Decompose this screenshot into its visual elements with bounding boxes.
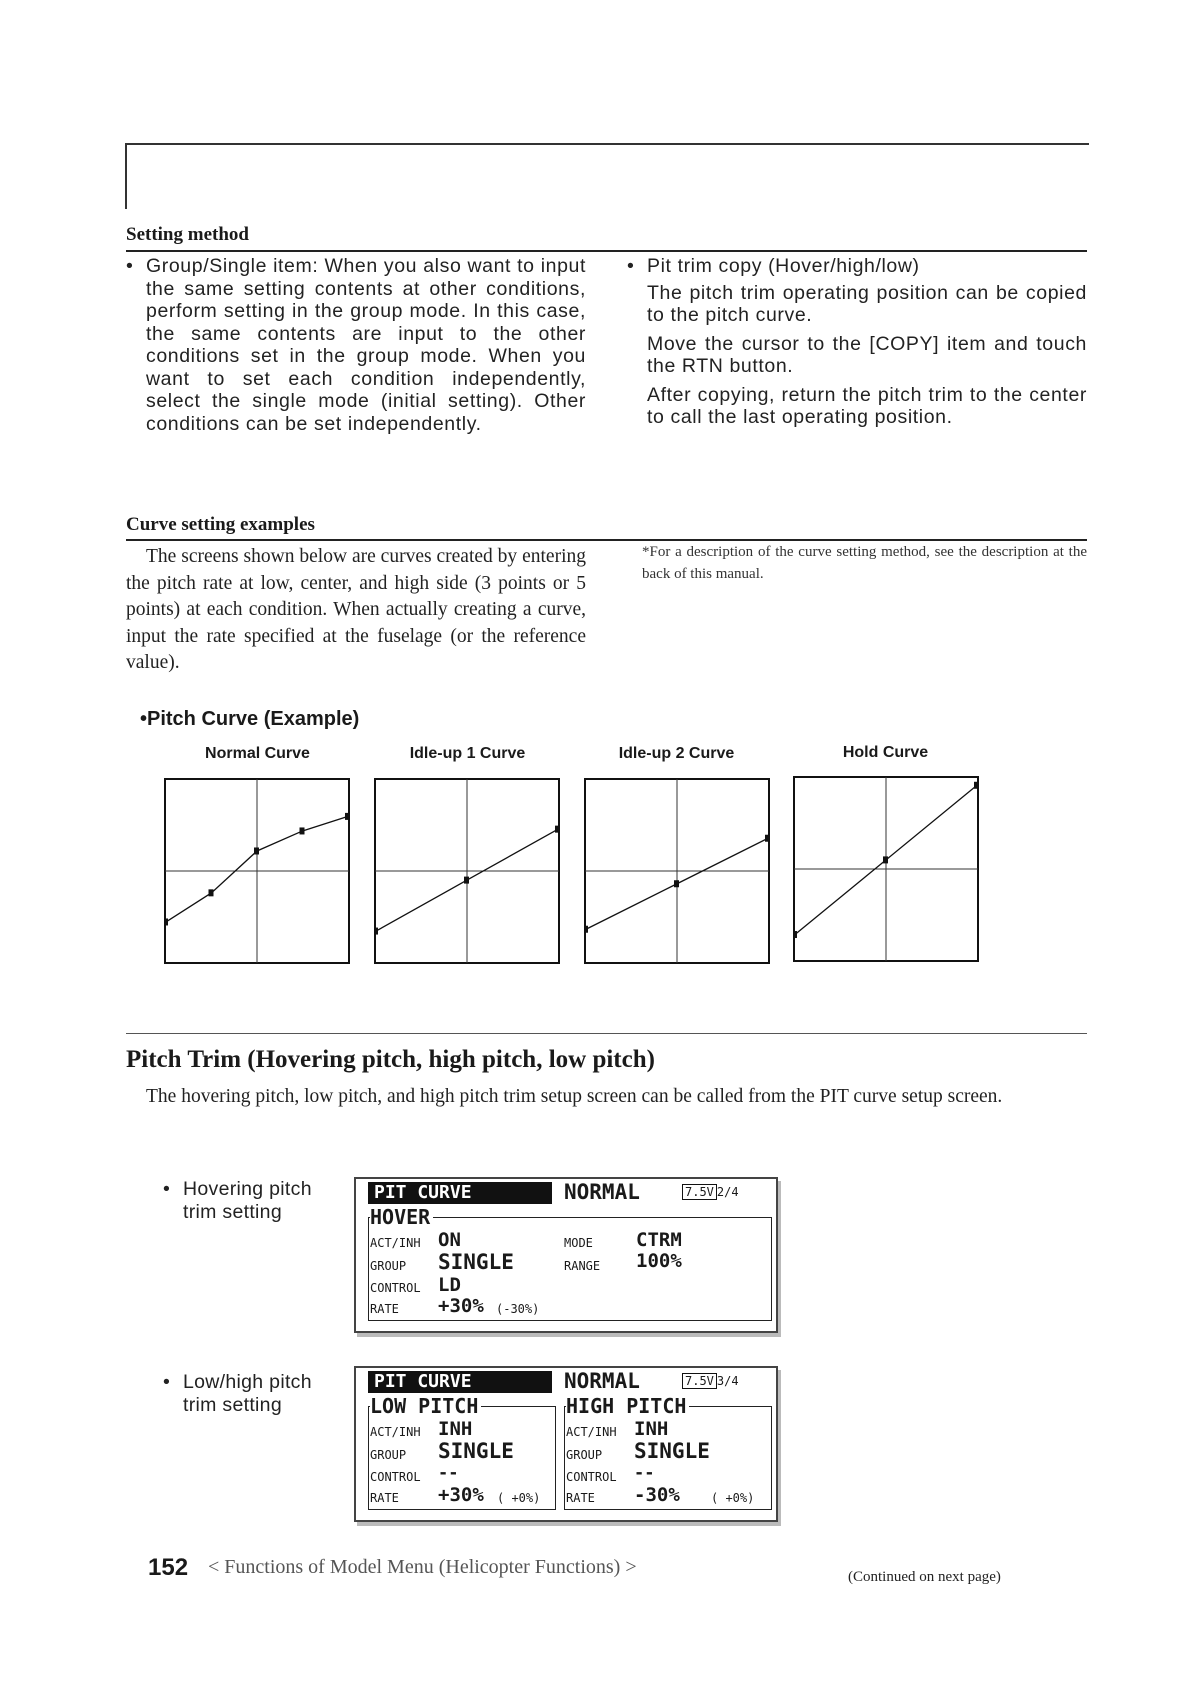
high-act-label: ACT/INH [566,1425,617,1439]
control-label: CONTROL [370,1281,421,1295]
mode-value[interactable]: CTRM [636,1229,682,1251]
range-value[interactable]: 100% [636,1250,682,1272]
curve-examples-body: The screens shown below are curves created by entering the pitch rate at low, center, and high side (3 points or 5 points) at each condition. When actually creating a curve, input the rate specified at the fuselage (or the reference value). [126,546,586,673]
curve-point-idle1-1 [464,877,469,884]
lcd-section-hover: HOVER [370,1205,433,1229]
curve-point-normal-1 [209,889,214,896]
low-group-value[interactable]: SINGLE [438,1439,514,1463]
bullet-icon: • [126,255,134,277]
curve-point-hold-1 [883,856,888,863]
header-bracket [125,143,1089,209]
curve-label-idle2: Idle-up 2 Curve [618,745,735,762]
low-group-label: GROUP [370,1448,407,1462]
bullet-icon: • [627,255,635,277]
high-control-label: CONTROL [566,1470,617,1484]
screen2-caption-line1: Low/high pitch [183,1371,312,1393]
battery-icon: 7.5V [682,1184,717,1200]
right-bullet [627,255,1087,435]
low-rate-sub: ( +0%) [497,1491,541,1505]
low-rate-label: RATE [370,1491,399,1505]
low-rate-value[interactable]: +30% [438,1484,484,1506]
high-group-label: GROUP [566,1448,603,1462]
curve-graph-idle2 [584,778,770,964]
control-value[interactable]: LD [438,1274,461,1296]
curve-graph-idle1 [374,778,560,964]
curve-point-idle1-2 [555,826,560,833]
lcd-condition: NORMAL [564,1369,640,1393]
left-bullet [126,255,586,435]
high-rate-label: RATE [566,1491,595,1505]
curve-point-normal-4 [345,813,350,820]
high-act-value[interactable]: INH [634,1418,669,1440]
rate-sub: (-30%) [496,1302,540,1316]
curve-point-idle2-2 [765,835,770,842]
curve-point-idle2-0 [584,926,588,933]
curve-point-normal-0 [164,918,168,925]
lcd-condition: NORMAL [564,1180,640,1204]
lcd-battery [682,1185,739,1199]
lcd-section-low: LOW PITCH [370,1394,481,1418]
curve-point-normal-3 [300,827,305,834]
curve-label-idle1: Idle-up 1 Curve [409,745,526,762]
pitch-curve-title: •Pitch Curve (Example) [140,708,360,730]
setting-method-rule [126,250,1087,252]
low-control-value[interactable]: -- [438,1463,459,1483]
mode-label: MODE [564,1236,593,1250]
high-control-value[interactable]: -- [634,1463,655,1483]
pitch-trim-heading: Pitch Trim (Hovering pitch, high pitch, low pitch) [126,1046,655,1073]
curve-point-idle2-1 [674,880,679,887]
bullet-icon: • [163,1371,171,1393]
high-group-value[interactable]: SINGLE [634,1439,710,1463]
curve-point-hold-0 [793,931,797,938]
high-rate-sub: ( +0%) [711,1491,755,1505]
curve-label-hold: Hold Curve [842,744,929,761]
group-value[interactable]: SINGLE [438,1250,514,1274]
rate-value[interactable]: +30% [438,1295,484,1317]
curve-point-hold-2 [974,782,979,789]
curve-graph-hold [793,776,979,962]
rate-label: RATE [370,1302,399,1316]
lcd-title: PIT CURVE [368,1182,552,1204]
group-label: GROUP [370,1259,407,1273]
screen1-caption-line2: trim setting [183,1200,282,1223]
act-value[interactable]: ON [438,1229,461,1251]
battery-icon: 7.5V [682,1373,717,1389]
footer-title: < Functions of Model Menu (Helicopter Functions) > [208,1556,637,1578]
low-control-label: CONTROL [370,1470,421,1484]
right-bullet-title: Pit trim copy (Hover/high/low) [647,255,920,277]
continued-note: (Continued on next page) [848,1569,1001,1585]
lcd-screen-hover [354,1177,778,1333]
lcd-section-high: HIGH PITCH [566,1394,689,1418]
setting-method-heading: Setting method [126,224,249,245]
pitch-trim-body: The hovering pitch, low pitch, and high pitch trim setup screen can be called from the PIT curve setup screen. [146,1086,1003,1107]
lcd-page: 2/4 [716,1185,739,1199]
low-act-value[interactable]: INH [438,1418,473,1440]
curve-examples-note: *For a description of the curve setting method, see the description at the back of this manual. [642,544,1087,582]
low-act-label: ACT/INH [370,1425,421,1439]
left-bullet-text: Group/Single item: When you also want to input the same setting contents at other conditions, perform setting in the group mode. In this case, the same contents are input to the other conditions set in the group mode. When you want to set each condition independently, select the single mode (initial setting). Other conditions can be set independently. [146,255,586,435]
curve-graph-normal [164,778,350,964]
right-para-1: The pitch trim operating position can be copied to the pitch curve. [647,281,1087,326]
page-number: 152 [148,1554,189,1581]
screen2-caption-line2: trim setting [183,1393,282,1416]
right-para-2: Move the cursor to the [COPY] item and touch the RTN button. [647,332,1087,377]
high-rate-value[interactable]: -30% [634,1484,680,1506]
lcd-title: PIT CURVE [368,1371,552,1393]
bullet-icon: • [163,1178,171,1200]
lcd-screen-low-high [354,1366,778,1522]
screen1-caption [163,1178,343,1223]
screen2-caption [163,1371,343,1416]
lcd-battery [682,1374,739,1388]
range-label: RANGE [564,1259,601,1273]
right-para-3: After copying, return the pitch trim to the center to call the last operating position. [647,383,1087,428]
pitch-trim-rule [126,1033,1087,1034]
curve-label-normal: Normal Curve [205,745,310,762]
screen1-caption-line1: Hovering pitch [183,1178,312,1200]
lcd-page: 3/4 [716,1374,739,1388]
curve-point-normal-2 [254,847,259,854]
act-label: ACT/INH [370,1236,421,1250]
curve-examples-heading: Curve setting examples [126,514,315,535]
curve-point-idle1-0 [374,928,378,935]
